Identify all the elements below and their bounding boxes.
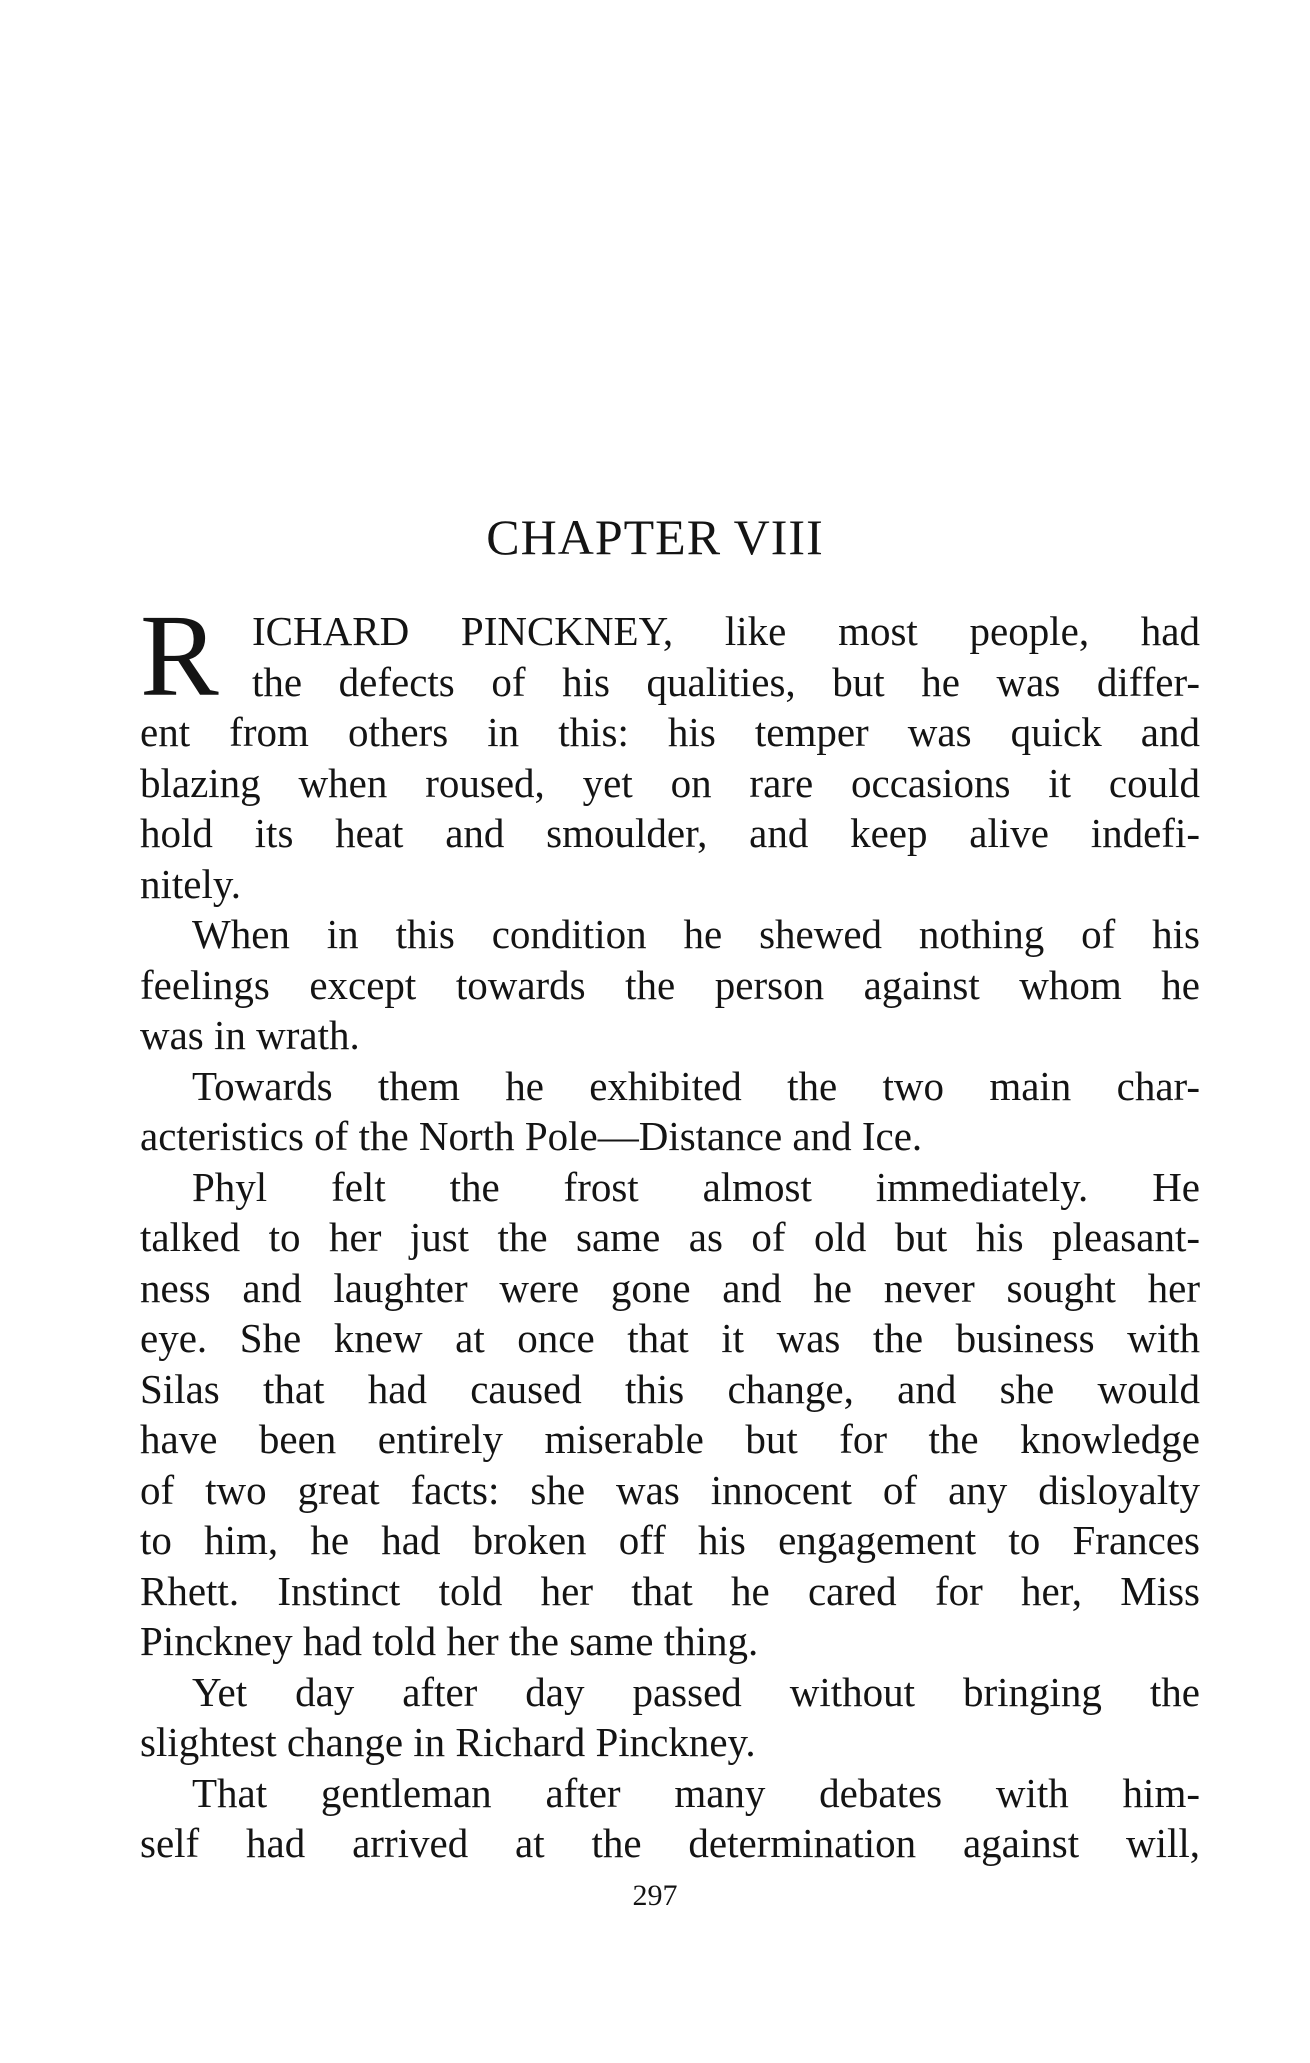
body-text [140, 590, 1200, 1869]
text-line: ent from others in this: his temper was quick and [140, 709, 1200, 755]
text-line: to him, he had broken off his engagement to Frances [140, 1517, 1200, 1563]
text-line: have been entirely miserable but for the knowledge [140, 1416, 1200, 1462]
text-line: of two great facts: she was innocent of any disloyalty [140, 1466, 1200, 1513]
text-line: Pinckney had told her the same thing. [140, 1618, 759, 1664]
text-line: Yet day after day passed without bringing the [192, 1668, 1200, 1715]
text-line: nitely. [140, 860, 241, 907]
page-number: 297 [632, 1879, 678, 1912]
text-line: feelings except towards the person against whom he [140, 961, 1200, 1008]
text-line: hold its heat and smoulder, and keep alive indefi- [140, 810, 1200, 856]
text-line: Silas that had caused this change, and she would [140, 1365, 1200, 1412]
text-line: eye. She knew at once that it was the business with [140, 1315, 1200, 1361]
drop-cap: R [140, 590, 219, 721]
text-line: Towards them he exhibited the two main char- [192, 1062, 1200, 1109]
text-line: acteristics of the North Pole—Distance and Ice. [140, 1113, 923, 1159]
text-line: the defects of his qualities, but he was differ- [252, 658, 1200, 705]
text-line: self had arrived at the determination against will, [140, 1820, 1200, 1866]
text-line: Phyl felt the frost almost immediately. He [192, 1163, 1200, 1210]
text-line: ness and laughter were gone and he never sought her [140, 1264, 1200, 1311]
text-line: slightest change in Richard Pinckney. [140, 1719, 756, 1765]
text-line: talked to her just the same as of old but his pleasant- [140, 1214, 1200, 1260]
text-line: was in wrath. [140, 1012, 360, 1058]
text-line: That gentleman after many debates with him- [192, 1769, 1200, 1816]
text-line: blazing when roused, yet on rare occasions it could [140, 759, 1200, 806]
text-line: Rhett. Instinct told her that he cared for her, Miss [140, 1567, 1200, 1614]
chapter-title: CHAPTER VIII [486, 509, 824, 565]
text-line: When in this condition he shewed nothing of his [192, 911, 1200, 957]
text-line: ICHARD PINCKNEY, like most people, had [252, 608, 1200, 654]
